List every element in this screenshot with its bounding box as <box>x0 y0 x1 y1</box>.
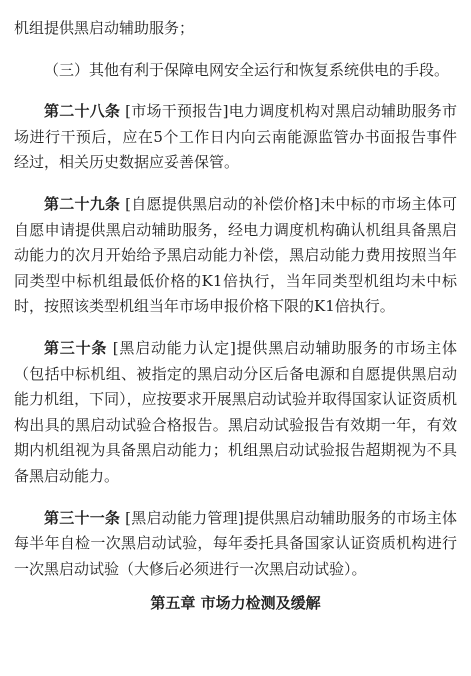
article-31 <box>14 506 457 583</box>
paragraph-clause-3 <box>14 58 457 84</box>
paragraph-text: 机组提供黑启动辅助服务； <box>14 19 195 37</box>
paragraph-continuation <box>14 16 457 42</box>
article-number: 第三十一条 <box>44 508 121 527</box>
article-28 <box>14 99 457 176</box>
article-number: 第三十条 <box>44 338 108 357</box>
chapter-heading: 第五章 市场力检测及缓解 <box>150 594 321 613</box>
article-30 <box>14 336 457 490</box>
article-text: [黑启动能力管理]提供黑启动辅助服务的市场主体每半年自检一次黑启动试验，每年委托具备国家认证资质机构进行一次黑启动试验（大修后必须进行一次黑启动试验）。 <box>14 508 457 578</box>
article-number: 第二十九条 <box>44 194 121 213</box>
article-number: 第二十八条 <box>44 102 121 121</box>
article-text: [黑启动能力认定]提供黑启动辅助服务的市场主体（包括中标机组、被指定的黑启动分区后备电源和自愿提供黑启动能力机组，下同），应按要求开展黑启动试验并取得国家认证资质机构出具的黑启动试验合格报告。黑启动试验报告有效期一年，有效期内机组视为具备黑启动能力；机组黑启动试验报告超期视为不具备黑启动能力。 <box>14 338 457 485</box>
article-29 <box>14 192 457 320</box>
article-text: [市场干预报告]电力调度机构对黑启动辅助服务市场进行干预后，应在5个工作日内向云南能源监管办书面报告事件经过，相关历史数据应妥善保管。 <box>14 102 457 172</box>
article-text: [自愿提供黑启动的补偿价格]未中标的市场主体可自愿申请提供黑启动辅助服务，经电力调度机构确认机组具备黑启动能力的次月开始给予黑启动能力补偿，黑启动能力费用按照当年同类型中标机组最低价格的K1倍执行，当年同类型机组均未中标时，按照该类型机组当年市场申报价格下限的K1倍执行。 <box>14 194 457 316</box>
paragraph-text: （三）其他有利于保障电网安全运行和恢复系统供电的手段。 <box>44 60 450 79</box>
